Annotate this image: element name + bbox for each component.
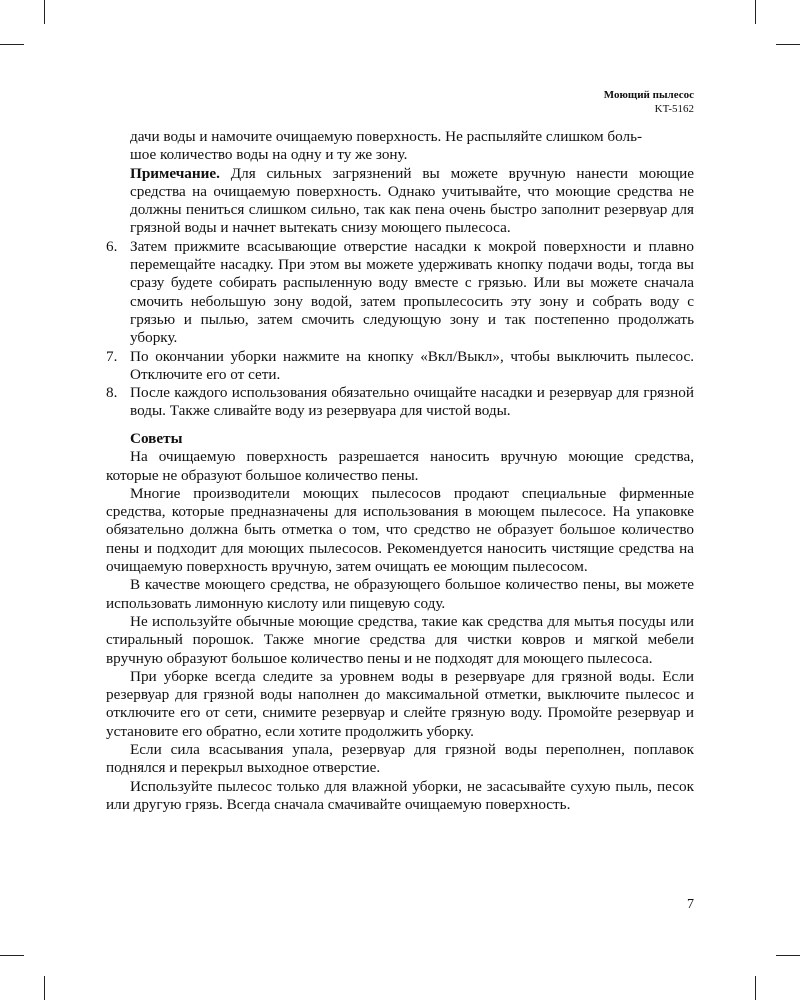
header-title: Моющий пылесос — [603, 89, 694, 101]
instructions-body — [106, 128, 694, 421]
tips-paragraph: Если сила всасывания упала, резервуар для грязной воды переполнен, поплавок поднялся и перекрыл выходное отверстие. — [106, 741, 694, 777]
tips-paragraph: Многие производители моющих пылесосов продают специальные фирменные средства, которые предназначены для использования в моющем пылесосе. На упаковке обязательно должна быть отметка о том, что средство не образует большое количество пены и подходит для моющих пылесосов. Рекомендуется наносить чистящие средства на очищаемую поверхность вручную, затем очищать ее моющим пылесосом. — [106, 484, 694, 576]
step-item — [106, 384, 694, 421]
crop-mark-bottom-right-h — [776, 955, 800, 956]
page-number: 7 — [687, 897, 694, 912]
continuation-line-1: дачи воды и намочите очищаемую поверхность. Не распыляйте слишком боль- — [130, 128, 643, 145]
step-text: По окончании уборки нажмите на кнопку «Вкл/Выкл», чтобы выключить пылесос. Отключите его от сети. — [130, 347, 694, 383]
crop-mark-top-right-v — [755, 0, 756, 24]
tips-paragraph: Используйте пылесос только для влажной уборки, не засасывайте сухую пыль, песок или другую грязь. Всегда сначала смачивайте очищаемую поверхность. — [106, 777, 694, 813]
crop-mark-bottom-left-v — [44, 976, 45, 1000]
crop-mark-top-left-v — [44, 0, 45, 24]
tips-paragraph: На очищаемую поверхность разрешается наносить вручную моющие средства, которые не образуют большое количество пены. — [106, 448, 694, 484]
tips-section — [106, 430, 694, 814]
step-number: 7. — [106, 347, 118, 365]
note-paragraph — [106, 165, 694, 238]
step-number: 6. — [106, 237, 118, 255]
tips-title: Советы — [130, 430, 183, 447]
tips-paragraph: При уборке всегда следите за уровнем воды в резервуаре для грязной воды. Если резервуар для грязной воды наполнен до максимальной отметки, выключите пылесос и отключите его от сети, снимите резервуар и слейте грязную воду. Промойте резервуар и установите его обратно, если хотите продолжить уборку. — [106, 667, 694, 740]
crop-mark-bottom-right-v — [755, 976, 756, 1000]
continuation-line-2: шое количество воды на одну и ту же зону. — [130, 146, 408, 164]
step-number: 8. — [106, 384, 118, 402]
note-label: Примечание. — [130, 164, 220, 182]
tips-paragraph: Не используйте обычные моющие средства, такие как средства для мытья посуды или стиральный порошок. Также многие средства для чистки ковров и мягкой мебели вручную образуют большое количество пены и не подходят для моющего пылесоса. — [106, 612, 694, 667]
step-text: После каждого использования обязательно очищайте насадки и резервуар для грязной воды. Также сливайте воду из резервуара для чистой воды. — [130, 384, 694, 420]
step-text: Затем прижмите всасывающие отверстие насадки к мокрой поверхности и плавно перемещайте насадку. При этом вы можете удерживать кнопку подачи воды, тогда вы сразу будете собирать распыленную воду вместе с грязью. Или вы можете сначала смочить небольшую зону водой, затем пропылесосить эту зону и собрать воду с грязью и пылью, затем смочить следующую зону и так постепенно продолжать уборку. — [130, 237, 694, 347]
crop-mark-bottom-left-h — [0, 955, 24, 956]
running-header — [604, 88, 694, 116]
crop-mark-top-right-h — [776, 44, 800, 45]
header-model: KT-5162 — [654, 103, 694, 115]
note-text: Для сильных загрязнений вы можете вручную нанести моющие средства на очищаемую поверхность. Однако учитывайте, что моющие средства не должны пениться слишком сильно, так как пена очень быстро заполнит резервуар для грязной воды и начнет вытекать снизу моющего пылесоса. — [130, 164, 694, 237]
crop-mark-top-left-h — [0, 44, 24, 45]
step-item — [106, 348, 694, 385]
step-item — [106, 238, 694, 348]
tips-paragraph: В качестве моющего средства, не образующего большое количество пены, вы можете использовать лимонную кислоту или пищевую соду. — [106, 576, 694, 612]
